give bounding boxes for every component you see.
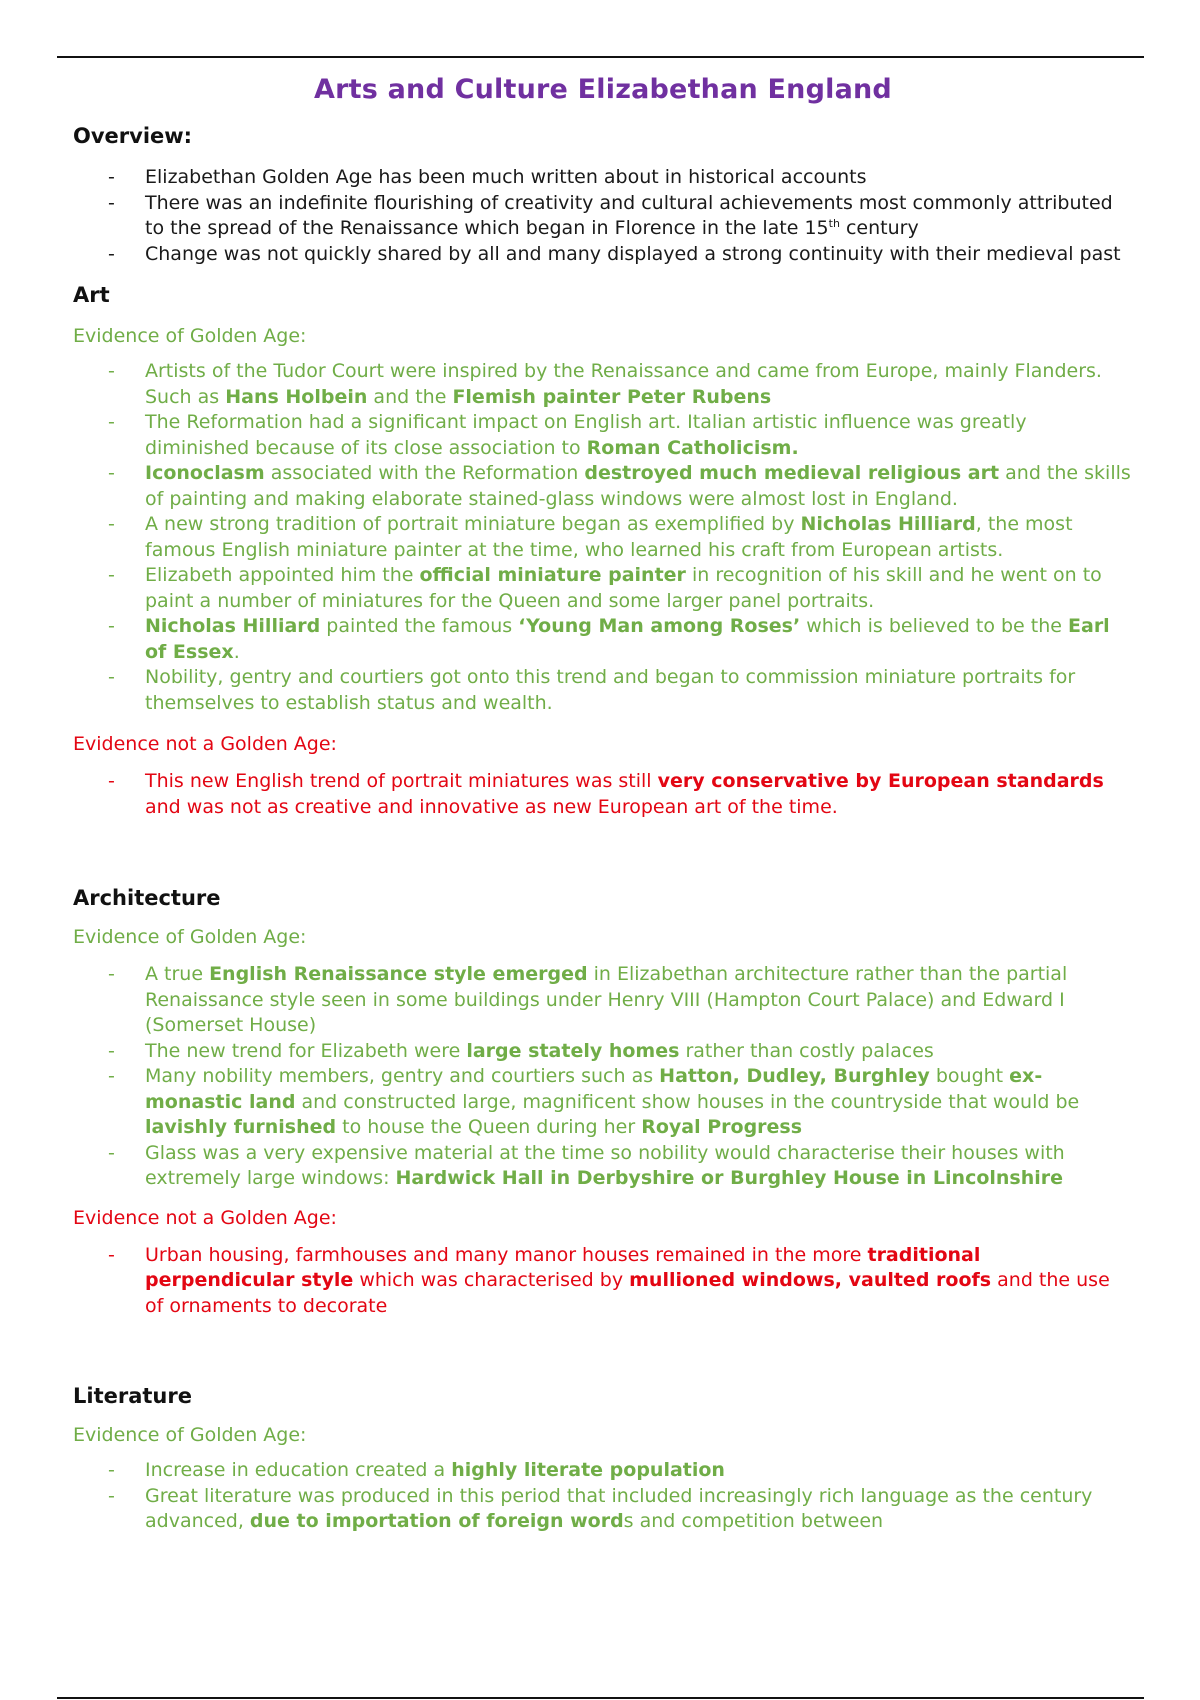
architecture-not-list [73,1243,1133,1320]
art-golden-label: Evidence of Golden Age: [73,325,307,347]
overview-item: - Elizabethan Golden Age has been much written about in historical accounts [73,165,1133,191]
art-not-item: - This new English trend of portrait miniatures was still very conservative by European standards and was not as creative and innovative as new European art of the time. [73,769,1133,820]
document-title: Arts and Culture Elizabethan England [314,74,892,105]
architecture-not-item: - Urban housing, farmhouses and many manor houses remained in the more traditional perpendicular style which was characterised by mullioned windows, vaulted roofs and the use of ornaments to decorate [73,1243,1133,1320]
literature-golden-list [73,1458,1133,1535]
art-golden-item: - The Reformation had a significant impact on English art. Italian artistic influence was greatly diminished because of its close association to Roman Catholicism. [73,410,1133,461]
art-heading: Art [73,283,110,307]
overview-item: - There was an indefinite flourishing of creativity and cultural achievements most commonly attributed to the spread of the Renaissance which began in Florence in the late 15th century [73,191,1133,242]
bottom-rule [57,1697,1144,1699]
art-golden-item: - Artists of the Tudor Court were inspired by the Renaissance and came from Europe, mainly Flanders. Such as Hans Holbein and the Flemish painter Peter Rubens [73,359,1133,410]
architecture-not-label: Evidence not a Golden Age: [73,1206,337,1229]
art-golden-list [73,359,1133,716]
art-not-label: Evidence not a Golden Age: [73,733,337,755]
literature-golden-item: - Great literature was produced in this period that included increasingly rich language as the century advanced, due to importation of foreign words and competition between [73,1484,1133,1535]
architecture-golden-label: Evidence of Golden Age: [73,926,307,948]
architecture-golden-item: - The new trend for Elizabeth were large stately homes rather than costly palaces [73,1039,1133,1065]
architecture-heading: Architecture [73,886,221,910]
art-golden-item: - Elizabeth appointed him the official miniature painter in recognition of his skill and he went on to paint a number of miniatures for the Queen and some larger panel portraits. [73,563,1133,614]
literature-golden-item: - Increase in education created a highly literate population [73,1458,1133,1484]
art-not-list [73,769,1133,820]
architecture-golden-item: - A true English Renaissance style emerged in Elizabethan architecture rather than the partial Renaissance style seen in some buildings under Henry VIII (Hampton Court Palace) and Edward I (Somerset House) [73,962,1133,1039]
top-rule [57,56,1144,58]
overview-heading: Overview: [73,124,193,148]
document-page [73,70,1133,1535]
overview-list [73,165,1133,267]
art-golden-item: - Nobility, gentry and courtiers got onto this trend and began to commission miniature portraits for themselves to establish status and wealth. [73,665,1133,716]
art-golden-item: - Nicholas Hilliard painted the famous ‘Young Man among Roses’ which is believed to be the Earl of Essex. [73,614,1133,665]
architecture-golden-item: - Glass was a very expensive material at the time so nobility would characterise their houses with extremely large windows: Hardwick Hall in Derbyshire or Burghley House in Lincolnshire [73,1141,1133,1192]
overview-item: - Change was not quickly shared by all and many displayed a strong continuity with their medieval past [73,242,1133,268]
art-golden-item: - A new strong tradition of portrait miniature began as exemplified by Nicholas Hilliard, the most famous English miniature painter at the time, who learned his craft from European artists. [73,512,1133,563]
architecture-golden-list [73,962,1133,1192]
art-golden-item: - Iconoclasm associated with the Reformation destroyed much medieval religious art and the skills of painting and making elaborate stained-glass windows were almost lost in England. [73,461,1133,512]
architecture-golden-item: - Many nobility members, gentry and courtiers such as Hatton, Dudley, Burghley bought ex-monastic land and constructed large, magnificent show houses in the countryside that would be lavishly furnished to house the Queen during her Royal Progress [73,1064,1133,1141]
literature-heading: Literature [73,1384,192,1408]
literature-golden-label: Evidence of Golden Age: [73,1424,307,1446]
